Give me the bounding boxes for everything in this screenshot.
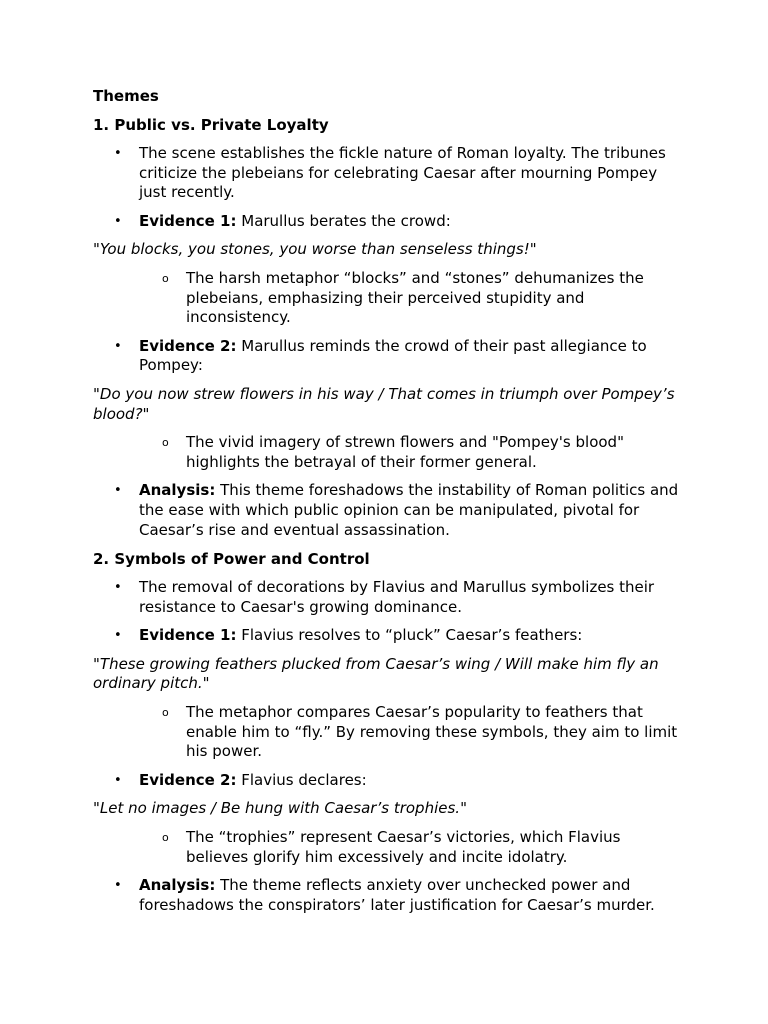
evidence-text: Flavius resolves to “pluck” Caesar’s feathers: xyxy=(236,626,583,645)
evidence-label: Evidence 1: xyxy=(139,626,237,645)
analysis-label: Analysis: xyxy=(139,481,216,500)
section-1-list-2 xyxy=(93,337,683,376)
evidence-label: Evidence 2: xyxy=(139,770,237,789)
analysis-text: The theme reflects anxiety over unchecked power and foreshadows the conspirators’ later justification for Caesar’s murder. xyxy=(139,876,655,914)
evidence-text: Flavius declares: xyxy=(236,770,367,789)
section-title-power: 2. Symbols of Power and Control xyxy=(93,550,370,569)
quote-mark-open: " xyxy=(93,384,100,403)
quote-mark-close: " xyxy=(142,404,150,423)
section-1-list-3 xyxy=(93,481,683,540)
bullet-evidence-2 xyxy=(93,771,683,791)
sub-bullet-analysis-1: o The metaphor compares Caesar’s popularity to feathers that enable him to “fly.” By removing these symbols, they aim to limit his power. xyxy=(93,703,683,762)
analysis-text: This theme foreshadows the instability of Roman politics and the ease with which public opinion can be manipulated, pivotal for Caesar’s rise and eventual assassination. xyxy=(139,481,679,539)
analysis-label: Analysis: xyxy=(139,876,216,895)
quote-mark-close: " xyxy=(202,674,210,693)
bullet-intro: • The scene establishes the fickle nature of Roman loyalty. The tribunes criticize the plebeians for celebrating Caesar after mourning Pompey just recently. xyxy=(93,144,683,203)
quote-2 xyxy=(93,385,683,424)
evidence-text: Marullus reminds the crowd of their past allegiance to Pompey: xyxy=(139,336,647,375)
section-2-sublist-1 xyxy=(93,703,683,762)
document-title: Themes xyxy=(93,87,159,105)
section-2-list xyxy=(93,578,683,646)
quote-mark-close: " xyxy=(529,240,537,259)
bullet-intro: • The removal of decorations by Flavius and Marullus symbolizes their resistance to Caesar's growing dominance. xyxy=(93,578,683,617)
section-1-list xyxy=(93,144,683,231)
quote-3 xyxy=(93,655,683,694)
section-title-loyalty: 1. Public vs. Private Loyalty xyxy=(93,116,329,134)
sub-bullet-analysis-2: o The “trophies” represent Caesar’s victories, which Flavius believes glorify him excessively and incite idolatry. xyxy=(93,828,683,867)
quote-text: Let no images / Be hung with Caesar’s trophies. xyxy=(99,799,461,818)
section-2-list-3 xyxy=(93,876,683,915)
bullet-evidence-2 xyxy=(93,337,683,376)
quote-text: These growing feathers plucked from Caesar’s wing / Will make him fly an ordinary pitch. xyxy=(93,654,659,693)
quote-mark-open: " xyxy=(93,240,100,259)
quote-mark-close: " xyxy=(460,799,467,818)
bullet-analysis xyxy=(93,876,683,915)
bullet-evidence-1 xyxy=(93,212,683,232)
section-1-sublist-1 xyxy=(93,269,683,328)
quote-1 xyxy=(93,240,683,260)
section-2-list-2 xyxy=(93,771,683,791)
quote-mark-open: " xyxy=(93,654,100,673)
section-2-sublist-2 xyxy=(93,828,683,867)
sub-bullet-analysis-2: o The vivid imagery of strewn flowers and "Pompey's blood" highlights the betrayal of their former general. xyxy=(93,433,683,472)
quote-text: You blocks, you stones, you worse than senseless things! xyxy=(99,240,530,259)
bullet-evidence-1 xyxy=(93,626,683,646)
sub-bullet-analysis-1: o The harsh metaphor “blocks” and “stones” dehumanizes the plebeians, emphasizing their perceived stupidity and inconsistency. xyxy=(93,269,683,328)
evidence-label: Evidence 1: xyxy=(139,211,237,230)
quote-mark-open: " xyxy=(93,799,100,818)
section-1-sublist-2 xyxy=(93,433,683,472)
quote-text: Do you now strew flowers in his way / That comes in triumph over Pompey’s blood? xyxy=(93,384,675,423)
document-page xyxy=(93,86,683,915)
quote-4 xyxy=(93,799,683,819)
bullet-analysis xyxy=(93,481,683,540)
evidence-label: Evidence 2: xyxy=(139,336,237,355)
evidence-text: Marullus berates the crowd: xyxy=(236,211,451,230)
